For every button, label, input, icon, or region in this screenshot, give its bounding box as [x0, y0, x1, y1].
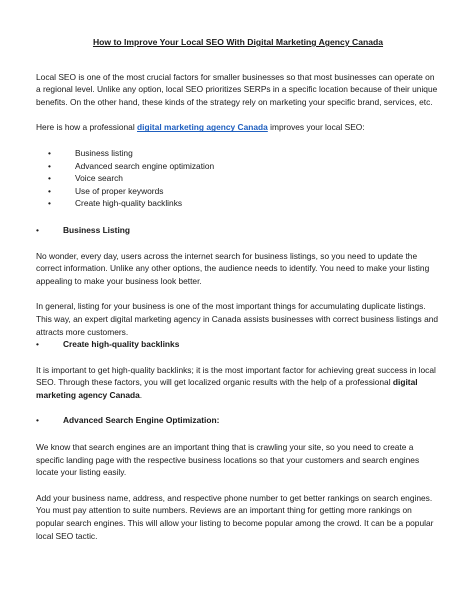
advanced-seo-paragraph-2: Add your business name, address, and respective phone number to get better rankings on search engines. You must pay attention to suite numbers. Reviews are an important thing for getting more rankings on popular search engines. This will allow your listing to become popular among the crowd. It can be a popular local SEO tactic.	[36, 492, 434, 541]
document-title: How to Improve Your Local SEO With Digital Marketing Agency Canada	[92, 37, 384, 47]
list-item: • Voice search	[48, 172, 440, 185]
agency-link[interactable]: digital marketing agency Canada	[137, 122, 268, 133]
list-item: • Advanced search engine optimization	[48, 160, 440, 173]
intro-paragraph: Local SEO is one of the most crucial factors for smaller businesses so that most businesses can operate on a regional level. Unlike any option, local SEO prioritizes SERPs in a specific location because of their unique benefits. On the other hand, these kinds of the strategy rely on marketing your specific brand, services, etc.	[36, 71, 438, 107]
howto-paragraph	[36, 121, 440, 134]
backlinks-paragraph	[36, 364, 440, 402]
list-item: • Use of proper keywords	[48, 185, 440, 198]
advanced-seo-paragraph-1: We know that search engines are an important thing that is crawling your site, so you need to create a specific landing page with the respective business locations so that your customers and search engines locate your listing easily.	[36, 442, 420, 478]
business-listing-paragraph-2: In general, listing for your business is one of the most important things for accumulating duplicate listings. This way, an expert digital marketing agency in Canada assists businesses with correct business listings and attracts more customers.	[36, 301, 439, 337]
business-listing-paragraph-1: No wonder, every day, users across the internet search for business listings, so you need to update the correct information. Unlike any other options, the audience needs to identify. You need to make your listing appealing to make your business look better.	[36, 250, 430, 286]
list-item: • Business listing	[48, 147, 440, 160]
seo-topics-list	[36, 147, 440, 210]
backlinks-text: It is important to get high-quality backlinks; it is the most important factor for achieving great success in local SEO. Through these factors, you will get localized organic results with the help of a professional	[36, 364, 436, 388]
list-item: • Create high-quality backlinks	[48, 197, 440, 210]
section-heading-backlinks: • Create high-quality backlinks	[36, 338, 440, 351]
howto-prefix: Here is how a professional	[36, 122, 138, 133]
section-heading-advanced-seo: • Advanced Search Engine Optimization:	[36, 414, 440, 427]
backlinks-end: .	[139, 389, 143, 400]
howto-suffix: improves your local SEO:	[267, 122, 365, 133]
backlinks-bold-phrase: digital marketing agency Canada	[36, 377, 418, 400]
section-heading-business-listing: • Business Listing	[36, 224, 440, 237]
